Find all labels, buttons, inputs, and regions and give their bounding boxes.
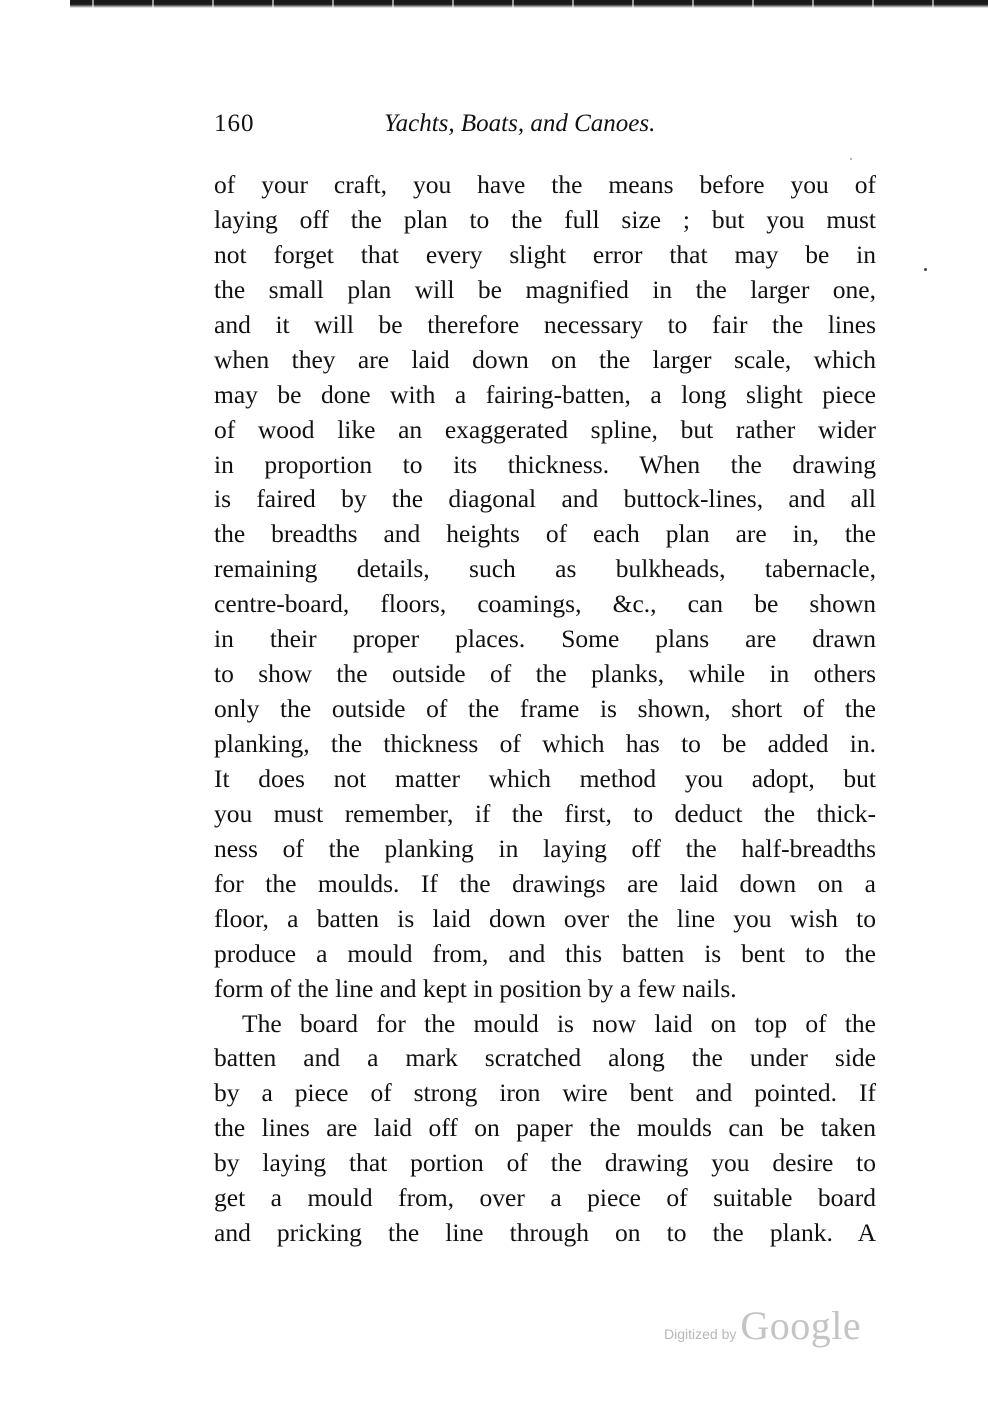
text-line: not forget that every slight error that may be in bbox=[214, 239, 876, 269]
scan-speck bbox=[850, 158, 852, 160]
text-line: in their proper places. Some plans are drawn bbox=[214, 624, 876, 654]
text-line: laying off the plan to the full size ; but you must bbox=[214, 204, 876, 234]
google-wordmark: Google bbox=[740, 1303, 862, 1348]
text-line: and pricking the line through on to the plank. A bbox=[214, 1218, 876, 1248]
text-line: the breadths and heights of each plan are in, the bbox=[214, 519, 876, 549]
text-line: floor, a batten is laid down over the line you wish to bbox=[214, 903, 876, 933]
text-line: centre-board, floors, coamings, &c., can be shown bbox=[214, 589, 876, 619]
text-line: form of the line and kept in position by a few nails. bbox=[214, 973, 737, 1003]
text-line: It does not matter which method you adopt, but bbox=[214, 763, 876, 793]
text-line: the lines are laid off on paper the moulds can be taken bbox=[214, 1113, 876, 1143]
text-line: only the outside of the frame is shown, short of the bbox=[214, 694, 876, 724]
watermark-prefix: Digitized by bbox=[664, 1326, 737, 1342]
text-line: and it will be therefore necessary to fair the lines bbox=[214, 309, 876, 339]
text-line: for the moulds. If the drawings are laid down on a bbox=[214, 868, 876, 898]
text-line: of your craft, you have the means before you of bbox=[214, 170, 876, 199]
text-line: ness of the planking in laying off the half-breadths bbox=[214, 833, 876, 863]
text-line: planking, the thickness of which has to be added in. bbox=[214, 729, 876, 758]
digitized-watermark bbox=[664, 1302, 861, 1346]
scan-speck bbox=[924, 268, 927, 271]
text-line: remaining details, such as bulkheads, tabernacle, bbox=[214, 554, 876, 584]
text-line: produce a mould from, and this batten is bent to the bbox=[214, 938, 876, 968]
body-text bbox=[214, 168, 876, 1251]
text-line: in proportion to its thickness. When the drawing bbox=[214, 449, 876, 479]
text-line: of wood like an exaggerated spline, but rather wider bbox=[214, 414, 876, 444]
text-line: the small plan will be magnified in the larger one, bbox=[214, 274, 876, 304]
page-number: 160 bbox=[214, 110, 255, 137]
text-line: is faired by the diagonal and buttock-lines, and all bbox=[214, 484, 876, 514]
text-line: to show the outside of the planks, while in others bbox=[214, 659, 876, 689]
paragraph-1 bbox=[214, 168, 876, 1007]
text-line: you must remember, if the first, to deduct the thick- bbox=[214, 798, 876, 828]
running-title: Yachts, Boats, and Canoes. bbox=[384, 110, 656, 137]
text-line: batten and a mark scratched along the under side bbox=[214, 1043, 876, 1073]
text-line: may be done with a fairing-batten, a long slight piece bbox=[214, 379, 876, 409]
page-header bbox=[214, 110, 874, 150]
text-line: The board for the mould is now laid on top of the bbox=[242, 1008, 876, 1038]
text-line: get a mould from, over a piece of suitable board bbox=[214, 1183, 876, 1213]
paragraph-2 bbox=[214, 1007, 876, 1252]
text-line: by laying that portion of the drawing you desire to bbox=[214, 1148, 876, 1178]
scanned-top-edge-texture bbox=[70, 0, 988, 10]
text-line: by a piece of strong iron wire bent and pointed. If bbox=[214, 1078, 876, 1108]
text-line: when they are laid down on the larger scale, which bbox=[214, 344, 876, 374]
